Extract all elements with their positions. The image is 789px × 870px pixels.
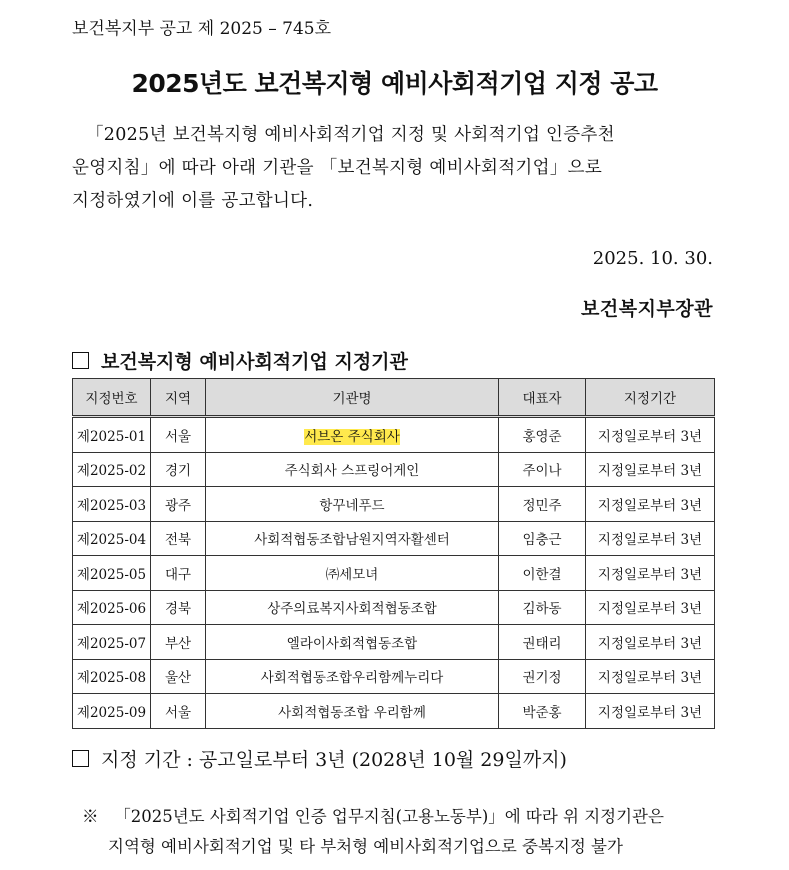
institution-name: ㈜세모녀: [206, 556, 499, 591]
designation-number: 제2025-03: [73, 487, 151, 522]
representative: 홍영준: [499, 417, 586, 453]
designation-period: 지정일로부터 3년: [586, 556, 715, 591]
institution-name: 사회적협동조합 우리함께: [206, 694, 499, 729]
reference-mark-icon: ※: [82, 807, 99, 826]
table-row: [73, 487, 715, 522]
designation-period: 지정일로부터 3년: [586, 487, 715, 522]
column-header: 대표자: [499, 379, 586, 417]
designation-period: 지정일로부터 3년: [586, 590, 715, 625]
designation-period: 지정일로부터 3년: [586, 625, 715, 660]
designation-period: 지정일로부터 3년: [586, 659, 715, 694]
institution-name: 항꾸네푸드: [206, 487, 499, 522]
region: 대구: [151, 556, 206, 591]
institution-name: 엘라이사회적협동조합: [206, 625, 499, 660]
column-header: 기관명: [206, 379, 499, 417]
designation-number: 제2025-07: [73, 625, 151, 660]
body-text-line-1: 「2025년 보건복지형 예비사회적기업 지정 및 사회적기업 인증추천: [86, 125, 615, 145]
designation-number: 제2025-02: [73, 452, 151, 487]
notice-number: 보건복지부 공고 제 2025 – 745호: [72, 19, 332, 39]
designation-number: 제2025-06: [73, 590, 151, 625]
institution-name: [206, 417, 499, 453]
table-row: [73, 659, 715, 694]
section-designated-institutions: [72, 347, 408, 374]
table-header-row: [73, 379, 715, 417]
region: 광주: [151, 487, 206, 522]
region: 부산: [151, 625, 206, 660]
designation-number: 제2025-09: [73, 694, 151, 729]
designation-number: 제2025-01: [73, 417, 151, 453]
region: 서울: [151, 694, 206, 729]
representative: 권기정: [499, 659, 586, 694]
representative: 이한결: [499, 556, 586, 591]
designation-number: 제2025-05: [73, 556, 151, 591]
designation-period: 지정일로부터 3년: [586, 694, 715, 729]
column-header: 지정기간: [586, 379, 715, 417]
designation-period: 지정일로부터 3년: [586, 417, 715, 453]
section-title: 보건복지형 예비사회적기업 지정기관: [101, 351, 408, 373]
checkbox-square-icon: [72, 750, 89, 767]
representative: 권태리: [499, 625, 586, 660]
representative: 김하동: [499, 590, 586, 625]
designation-number: 제2025-08: [73, 659, 151, 694]
region: 경북: [151, 590, 206, 625]
institution-name: 주식회사 스프링어게인: [206, 452, 499, 487]
body-text-line-3: 지정하였기에 이를 공고합니다.: [72, 191, 314, 211]
institution-name: 사회적협동조합우리함께누리다: [206, 659, 499, 694]
table-row: [73, 625, 715, 660]
issuing-authority: 보건복지부장관: [581, 298, 713, 320]
representative: 정민주: [499, 487, 586, 522]
table-row: [73, 590, 715, 625]
note-line-2: 지역형 예비사회적기업 및 타 부처형 예비사회적기업으로 중복지정 불가: [108, 837, 623, 856]
checkbox-square-icon: [72, 352, 89, 369]
table-row: [73, 452, 715, 487]
representative: 주이나: [499, 452, 586, 487]
designation-period: 지정일로부터 3년: [586, 452, 715, 487]
section-designation-period: [72, 745, 567, 772]
designated-institutions-table: [72, 378, 715, 729]
designation-number: 제2025-04: [73, 521, 151, 556]
column-header: 지정번호: [73, 379, 151, 417]
document-title: 2025년도 보건복지형 예비사회적기업 지정 공고: [131, 69, 658, 98]
region: 울산: [151, 659, 206, 694]
table-row: [73, 556, 715, 591]
table-row: [73, 417, 715, 453]
designation-period: 지정일로부터 3년: [586, 521, 715, 556]
note-line-1: [82, 803, 664, 827]
representative: 박준홍: [499, 694, 586, 729]
body-text-line-2: 운영지침」에 따라 아래 기관을 「보건복지형 예비사회적기업」으로: [72, 158, 603, 178]
column-header: 지역: [151, 379, 206, 417]
institution-name: 사회적협동조합남원지역자활센터: [206, 521, 499, 556]
publication-date: 2025. 10. 30.: [592, 248, 713, 269]
region: 전북: [151, 521, 206, 556]
note-text-1: 「2025년도 사회적기업 인증 업무지침(고용노동부)」에 따라 위 지정기관은: [114, 807, 664, 826]
region: 경기: [151, 452, 206, 487]
institution-name: 상주의료복지사회적협동조합: [206, 590, 499, 625]
table-row: [73, 694, 715, 729]
representative: 임충근: [499, 521, 586, 556]
designation-period-text: 지정 기간 : 공고일로부터 3년 (2028년 10월 29일까지): [101, 749, 567, 771]
table-row: [73, 521, 715, 556]
highlighted-institution-name: 서브온 주식회사: [304, 428, 400, 445]
region: 서울: [151, 417, 206, 453]
